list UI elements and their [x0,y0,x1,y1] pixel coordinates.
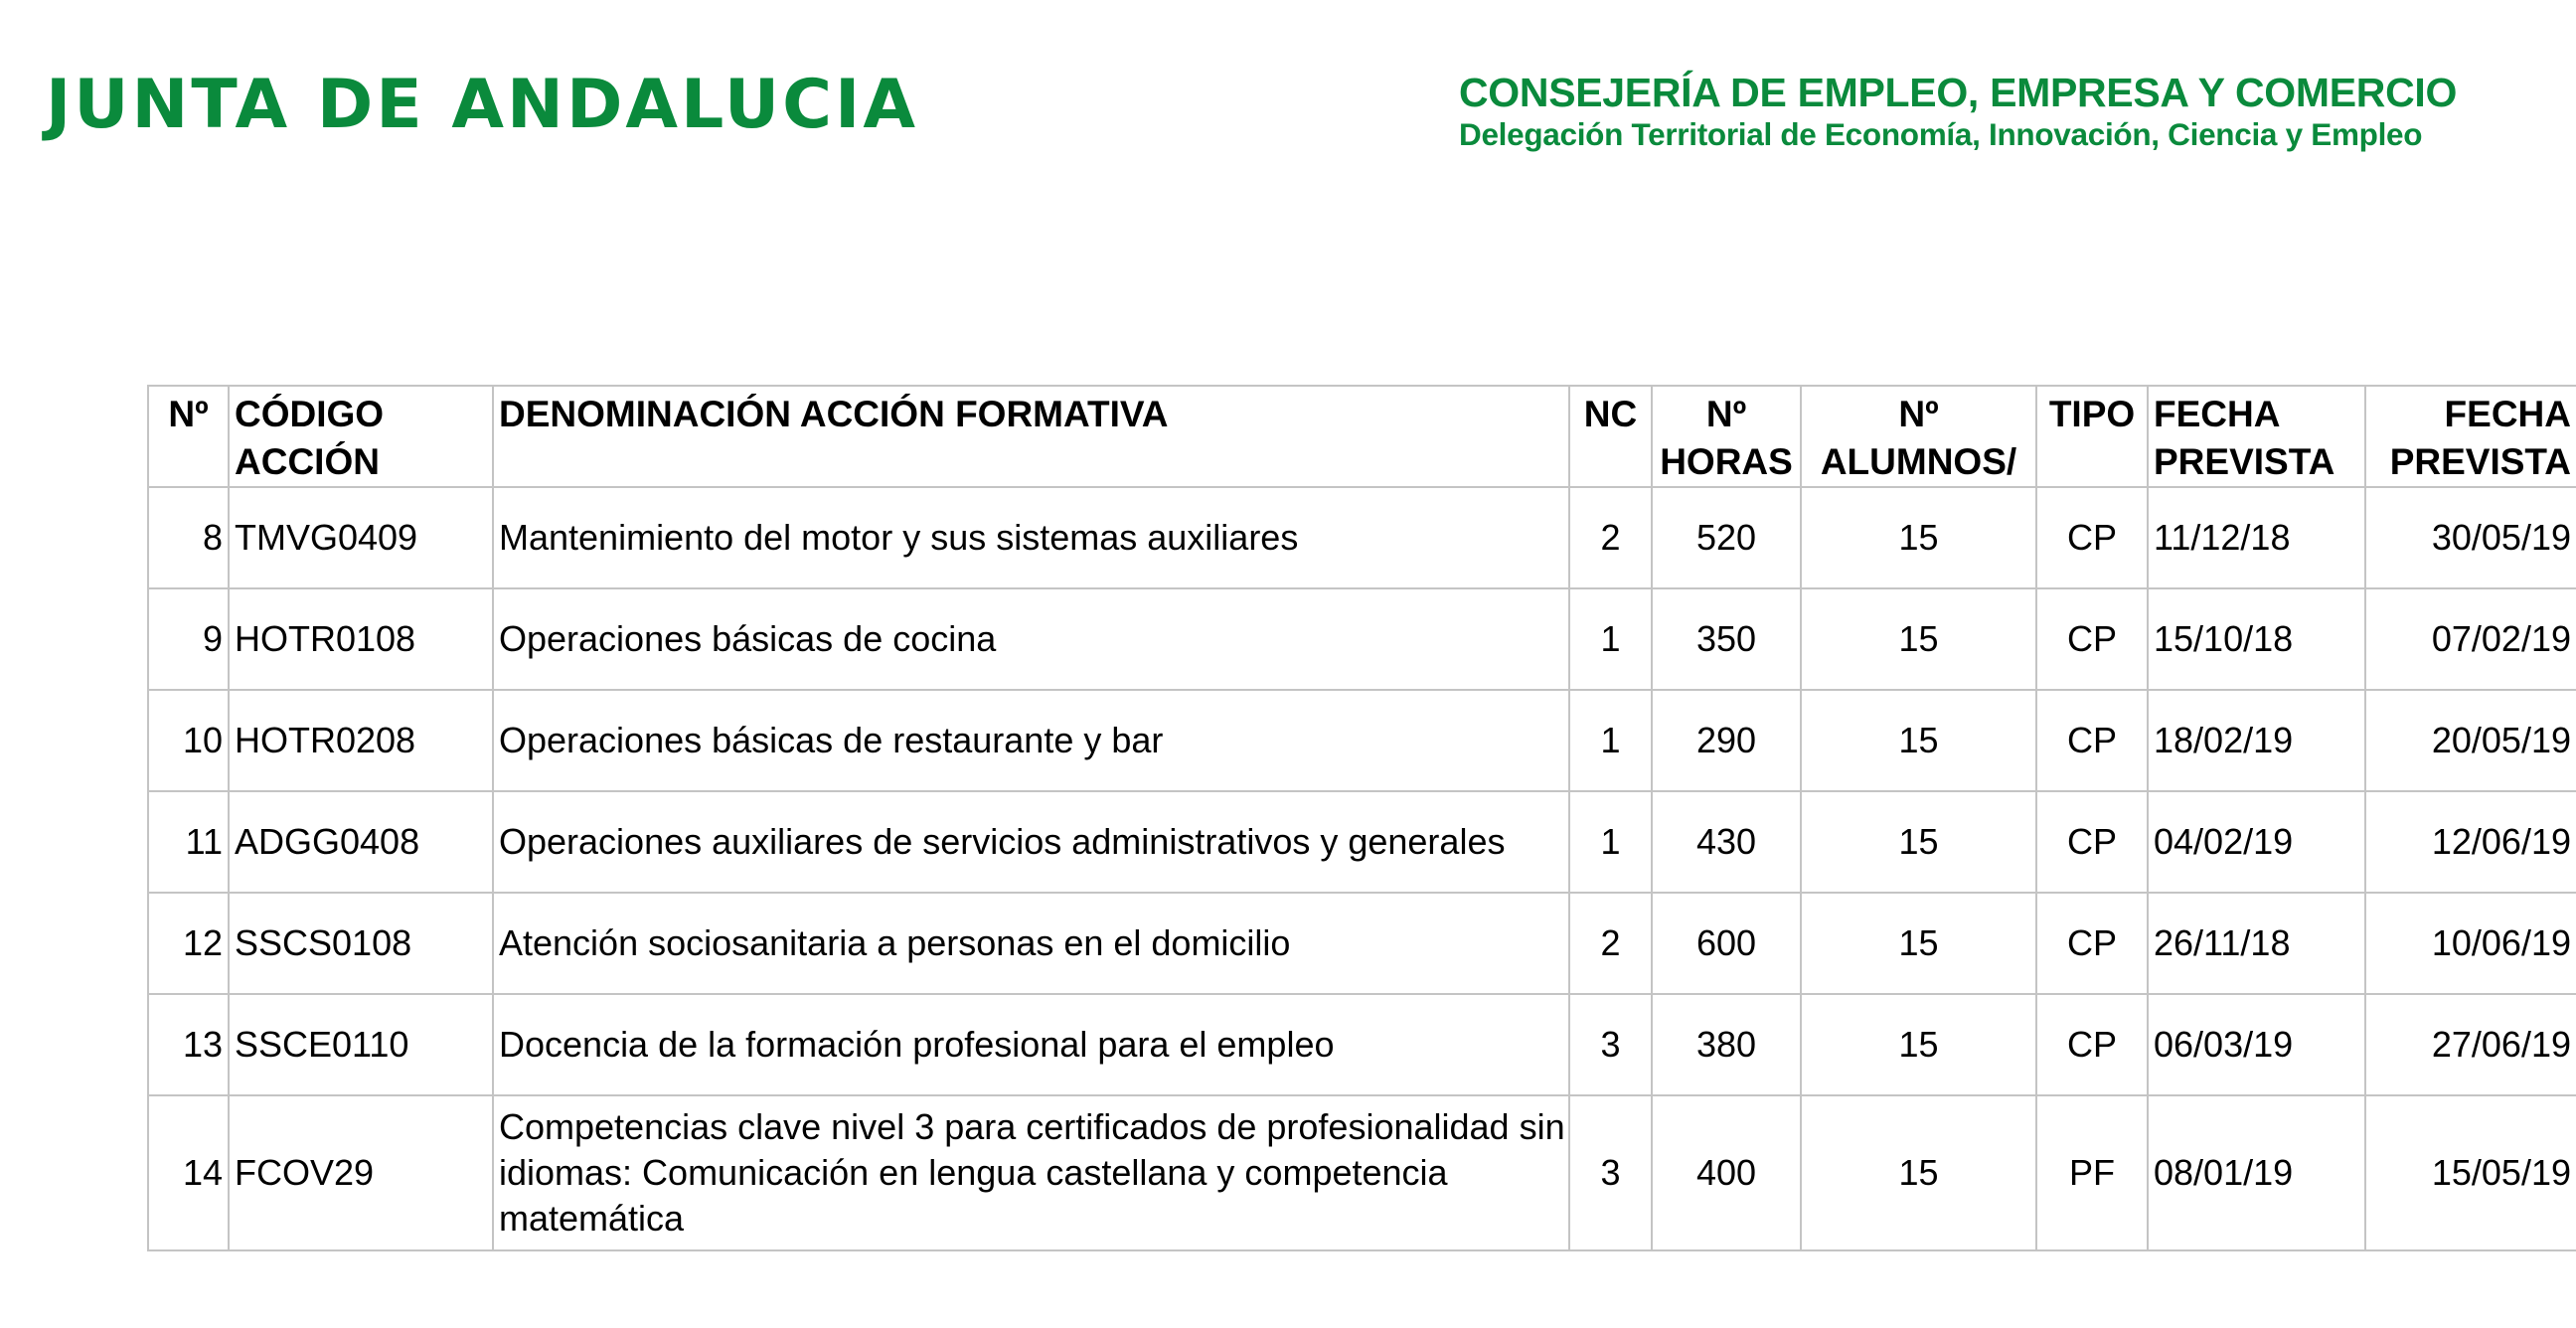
cell-num: 11 [148,791,229,893]
table-row [148,1095,2576,1250]
cell-num: 8 [148,487,229,588]
cell-name: Operaciones básicas de cocina [493,588,1569,690]
cell-num: 10 [148,690,229,791]
cell-name [493,1095,1569,1250]
cell-start-date: 18/02/19 [2148,690,2365,791]
cell-students: 15 [1801,690,2036,791]
cell-num: 14 [148,1095,229,1250]
cell-code: ADGG0408 [229,791,493,893]
cell-name-line: idiomas: Comunicación en lengua castellana y competencia [499,1152,1448,1193]
header-end-date: FECHA PREVISTA [2365,386,2576,487]
header-code: CÓDIGO ACCIÓN [229,386,493,487]
cell-students: 15 [1801,1095,2036,1250]
cell-start-date: 11/12/18 [2148,487,2365,588]
department-name: CONSEJERÍA DE EMPLEO, EMPRESA Y COMERCIO [1459,70,2458,115]
delegation-name: Delegación Territorial de Economía, Innovación, Ciencia y Empleo [1459,116,2423,152]
cell-hours: 600 [1652,893,1801,994]
header-name: DENOMINACIÓN ACCIÓN FORMATIVA [493,386,1569,487]
cell-hours: 430 [1652,791,1801,893]
cell-hours: 520 [1652,487,1801,588]
cell-end-date: 10/06/19 [2365,893,2576,994]
cell-nc: 1 [1569,588,1652,690]
cell-hours: 400 [1652,1095,1801,1250]
cell-nc: 2 [1569,893,1652,994]
header-nc: NC [1569,386,1652,487]
cell-students: 15 [1801,588,2036,690]
table-row [148,690,2576,791]
cell-type: CP [2036,588,2148,690]
cell-start-date: 08/01/19 [2148,1095,2365,1250]
table-header-row [148,386,2576,487]
cell-name-line: matemática [499,1198,685,1239]
cell-name: Operaciones básicas de restaurante y bar [493,690,1569,791]
cell-hours: 350 [1652,588,1801,690]
header-start-date: FECHA PREVISTA [2148,386,2365,487]
cell-hours: 290 [1652,690,1801,791]
cell-end-date: 15/05/19 [2365,1095,2576,1250]
cell-end-date: 30/05/19 [2365,487,2576,588]
cell-students: 15 [1801,487,2036,588]
cell-start-date: 26/11/18 [2148,893,2365,994]
training-actions-table [147,385,2576,1251]
cell-nc: 2 [1569,487,1652,588]
cell-code: HOTR0108 [229,588,493,690]
cell-type: CP [2036,791,2148,893]
header-students: Nº ALUMNOS/ [1801,386,2036,487]
cell-hours: 380 [1652,994,1801,1095]
cell-type: PF [2036,1095,2148,1250]
cell-students: 15 [1801,893,2036,994]
cell-end-date: 07/02/19 [2365,588,2576,690]
cell-nc: 1 [1569,791,1652,893]
cell-name: Docencia de la formación profesional para el empleo [493,994,1569,1095]
cell-students: 15 [1801,791,2036,893]
header-type: TIPO [2036,386,2148,487]
table-row [148,487,2576,588]
cell-name: Mantenimiento del motor y sus sistemas auxiliares [493,487,1569,588]
header-department-block [1459,70,2457,153]
cell-code: SSCS0108 [229,893,493,994]
header-num: Nº [148,386,229,487]
cell-num: 9 [148,588,229,690]
cell-name-line: Competencias clave nivel 3 para certificados de profesionalidad sin [499,1106,1565,1147]
table-row [148,893,2576,994]
cell-type: CP [2036,893,2148,994]
cell-end-date: 12/06/19 [2365,791,2576,893]
cell-code: TMVG0409 [229,487,493,588]
cell-nc: 1 [1569,690,1652,791]
cell-type: CP [2036,994,2148,1095]
cell-end-date: 27/06/19 [2365,994,2576,1095]
cell-name: Operaciones auxiliares de servicios administrativos y generales [493,791,1569,893]
cell-num: 12 [148,893,229,994]
cell-start-date: 04/02/19 [2148,791,2365,893]
cell-type: CP [2036,487,2148,588]
cell-num: 13 [148,994,229,1095]
header-hours: Nº HORAS [1652,386,1801,487]
table-row [148,588,2576,690]
cell-code: FCOV29 [229,1095,493,1250]
cell-end-date: 20/05/19 [2365,690,2576,791]
table-row [148,994,2576,1095]
cell-type: CP [2036,690,2148,791]
cell-nc: 3 [1569,994,1652,1095]
cell-start-date: 15/10/18 [2148,588,2365,690]
cell-code: HOTR0208 [229,690,493,791]
junta-de-andalucia-logo: JUNTA DE ANDALUCIA [46,66,918,144]
cell-name: Atención sociosanitaria a personas en el domicilio [493,893,1569,994]
cell-nc: 3 [1569,1095,1652,1250]
cell-students: 15 [1801,994,2036,1095]
cell-start-date: 06/03/19 [2148,994,2365,1095]
cell-code: SSCE0110 [229,994,493,1095]
table-row [148,791,2576,893]
